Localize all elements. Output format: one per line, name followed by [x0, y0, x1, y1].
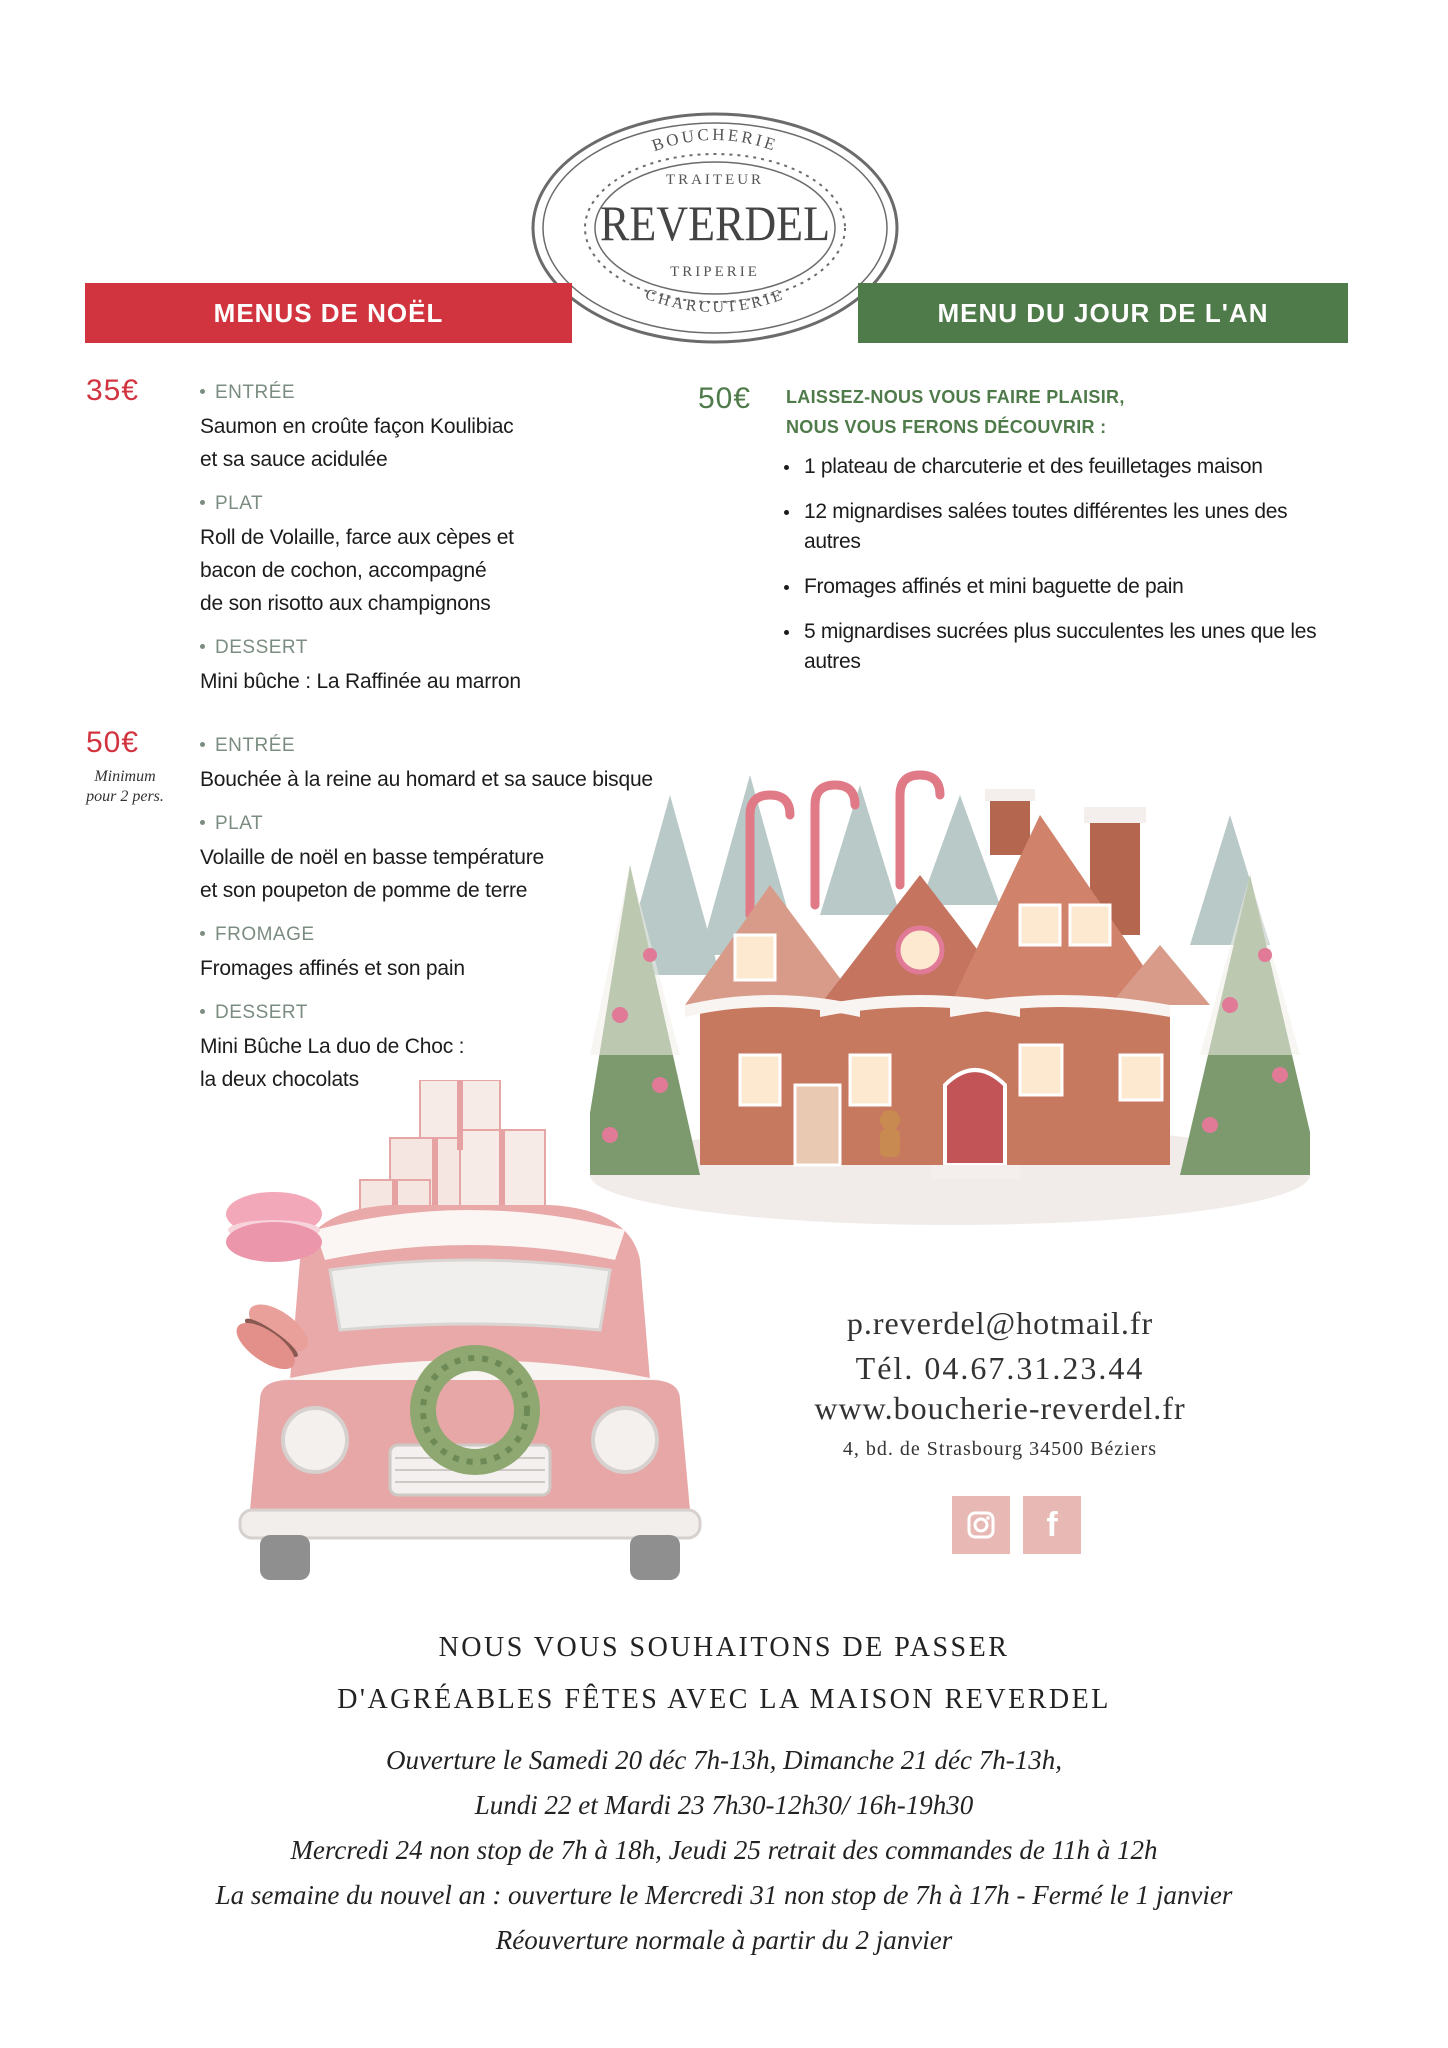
contact-phone[interactable]: Tél. 04.67.31.23.44	[855, 1350, 1145, 1386]
hours-line: Ouverture le Samedi 20 déc 7h-13h, Dimanche 21 déc 7h-13h,	[385, 1745, 1063, 1775]
list-item: 1 plateau de charcuterie et des feuilletages maison	[784, 452, 1344, 482]
logo-under-text: TRIPERIE	[670, 264, 760, 280]
course-line: de son risotto aux champignons	[200, 592, 491, 615]
menu-noel-1-entree	[200, 382, 680, 476]
wish-line: D'AGRÉABLES FÊTES AVEC LA MAISON REVERDEL	[337, 1684, 1111, 1715]
menu-an-intro-line: NOUS VOUS FERONS DÉCOUVRIR :	[786, 417, 1107, 437]
course-line: Fromages affinés et son pain	[200, 957, 465, 980]
course-line: Mini Bûche La duo de Choc :	[200, 1035, 465, 1058]
menu-noel-1-plat	[200, 493, 680, 620]
course-label: DESSERT	[215, 637, 308, 658]
menu-noel-2-price: 50€	[86, 726, 140, 759]
list-item: 12 mignardises salées toutes différentes les unes des autres	[784, 497, 1344, 557]
bullet-dot	[200, 644, 205, 649]
pink-macaron-illustration	[222, 1186, 326, 1266]
course-line: et son poupeton de pomme de terre	[200, 879, 528, 902]
facebook-icon: f	[1046, 1505, 1058, 1544]
course-line: Roll de Volaille, farce aux cèpes et	[200, 526, 514, 549]
course-line: Volaille de noël en basse température	[200, 846, 545, 869]
menu-an-price: 50€	[698, 382, 752, 415]
hours-line: Réouverture normale à partir du 2 janvier	[495, 1925, 953, 1955]
list-item: 5 mignardises sucrées plus succulentes les unes que les autres	[784, 617, 1344, 677]
minimum-note	[80, 767, 170, 807]
wish-line: NOUS VOUS SOUHAITONS DE PASSER	[438, 1632, 1010, 1663]
minimum-note-line: Minimum	[94, 768, 156, 785]
course-label: ENTRÉE	[215, 735, 296, 756]
course-line: bacon de cochon, accompagné	[200, 559, 487, 582]
course-label: PLAT	[215, 493, 264, 514]
bullet-dot	[200, 389, 205, 394]
bullet-dot	[200, 820, 205, 825]
instagram-icon	[966, 1510, 996, 1540]
menu-an-intro-line: LAISSEZ-NOUS VOUS FAIRE PLAISIR,	[786, 387, 1125, 407]
pink-macaron-illustration	[232, 1300, 312, 1374]
menu-an-list	[784, 452, 1344, 692]
course-label: FROMAGE	[215, 924, 315, 945]
bullet-dot	[200, 500, 205, 505]
course-label: ENTRÉE	[215, 382, 296, 403]
list-item: Fromages affinés et mini baguette de pain	[784, 572, 1344, 602]
course-line: Saumon en croûte façon Koulibiac	[200, 415, 514, 438]
banner-menus-noel: MENUS DE NOËL	[85, 283, 572, 343]
opening-hours	[0, 1738, 1448, 1963]
course-label: DESSERT	[215, 1002, 308, 1023]
banner-menu-nouvel-an: MENU DU JOUR DE L'AN	[858, 283, 1348, 343]
course-line: Bouchée à la reine au homard et sa sauce bisque	[200, 768, 653, 791]
logo-top-text: BOUCHERIE	[649, 124, 781, 156]
contact-website[interactable]: www.boucherie-reverdel.fr	[814, 1390, 1186, 1426]
course-line: et sa sauce acidulée	[200, 448, 388, 471]
contact-email[interactable]: p.reverdel@hotmail.fr	[846, 1305, 1154, 1341]
hours-line: Lundi 22 et Mardi 23 7h30-12h30/ 16h-19h30	[474, 1790, 974, 1820]
course-label: PLAT	[215, 813, 264, 834]
reverdel-logo	[530, 110, 900, 346]
hours-line: La semaine du nouvel an : ouverture le Mercredi 31 non stop de 7h à 17h - Fermé le 1 janvier	[215, 1880, 1233, 1910]
bullet-dot	[200, 1009, 205, 1014]
menu-noel-1-price: 35€	[86, 374, 140, 407]
facebook-button[interactable]	[1023, 1496, 1081, 1554]
logo-sub-text: TRAITEUR	[665, 172, 765, 188]
logo-name: REVERDEL	[600, 195, 830, 251]
hours-line: Mercredi 24 non stop de 7h à 18h, Jeudi 25 retrait des commandes de 11h à 12h	[290, 1835, 1158, 1865]
menu-noel-1-dessert	[200, 637, 680, 698]
minimum-note-line: pour 2 pers.	[86, 788, 164, 805]
instagram-button[interactable]	[952, 1496, 1010, 1554]
course-line: la deux chocolats	[200, 1068, 359, 1091]
logo-bottom-text: CHARCUTERIE	[642, 285, 788, 317]
bullet-dot	[200, 742, 205, 747]
course-line: Mini bûche : La Raffinée au marron	[200, 670, 521, 693]
menu-an-intro	[786, 382, 1306, 442]
contact-address: 4, bd. de Strasbourg 34500 Béziers	[842, 1438, 1158, 1460]
bullet-dot	[200, 931, 205, 936]
